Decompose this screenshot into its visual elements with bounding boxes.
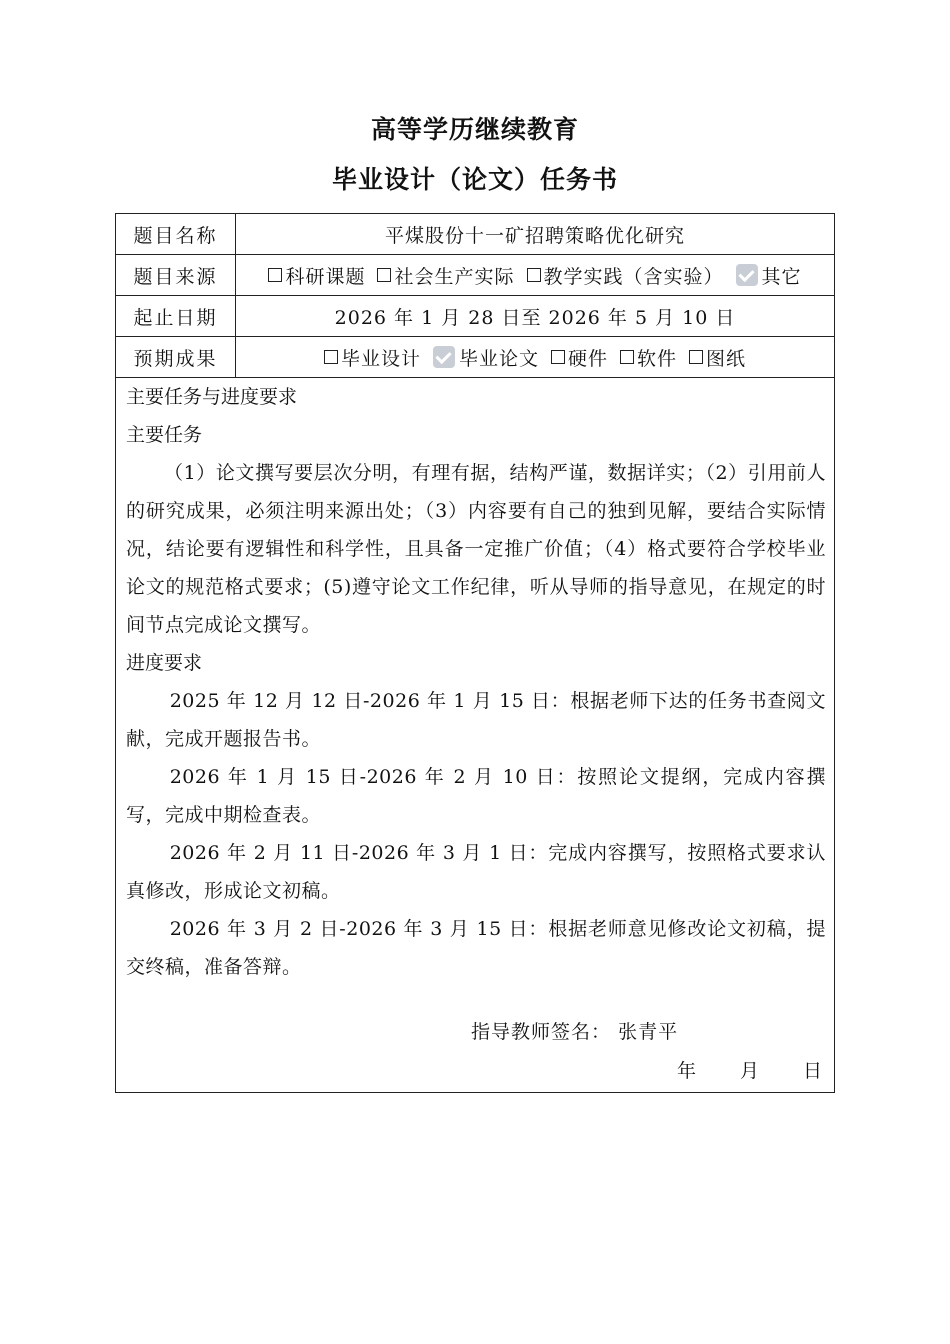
task-body: [126, 378, 826, 986]
topic-row: [116, 214, 834, 255]
source-option-production[interactable]: 社会生产实际: [377, 262, 514, 289]
date-month-label: 月: [739, 1060, 759, 1082]
signature-line: [471, 1017, 678, 1044]
outcome-option-thesis[interactable]: 毕业论文: [433, 344, 539, 371]
progress-heading: 进度要求: [126, 652, 203, 674]
source-row: [116, 255, 834, 296]
topic-label: 题目名称: [116, 214, 236, 254]
task-form: [115, 213, 835, 1093]
checkbox-icon: [268, 268, 282, 282]
checkbox-icon: [551, 350, 565, 364]
outcome-label: 预期成果: [116, 337, 236, 377]
source-label: 题目来源: [116, 255, 236, 295]
outcome-option-software[interactable]: 软件: [620, 344, 677, 371]
signature-date: [677, 1056, 822, 1083]
dates-label: 起止日期: [116, 296, 236, 336]
outcome-option-design[interactable]: 毕业设计: [324, 344, 421, 371]
dates-row: [116, 296, 834, 337]
topic-value: 平煤股份十一矿招聘策略优化研究: [384, 224, 685, 247]
checkbox-icon: [689, 350, 703, 364]
source-option-teaching[interactable]: 教学实践（含实验）: [527, 262, 724, 289]
progress-item: 2025 年 12 月 12 日-2026 年 1 月 15 日：根据老师下达的任务书查阅文献，完成开题报告书。: [126, 690, 826, 750]
tasks-text: （1）论文撰写要层次分明，有理有据，结构严谨，数据详实；（2）引用前人的研究成果，必须注明来源出处；（3）内容要有自己的独到见解，要结合实际情况，结论要有逻辑性和科学性，且具备一定推广价值；（4）格式要符合学校毕业论文的规范格式要求；(5)遵守论文工作纪律，听从导师的指导意见，在规定的时间节点完成论文撰写。: [126, 462, 826, 636]
checkbox-icon: [620, 350, 634, 364]
checked-box-icon: [736, 264, 758, 286]
progress-item: 2026 年 2 月 11 日-2026 年 3 月 1 日：完成内容撰写，按照格式要求认真修改，形成论文初稿。: [126, 842, 826, 902]
source-options: [236, 255, 834, 295]
outcome-option-hardware[interactable]: 硬件: [551, 344, 608, 371]
document-title: 高等学历继续教育: [370, 115, 579, 144]
document-subtitle: 毕业设计（论文）任务书: [331, 165, 618, 194]
signature-name: 张青平: [618, 1021, 679, 1043]
progress-item: 2026 年 3 月 2 日-2026 年 3 月 15 日：根据老师意见修改论文初稿，提交终稿，准备答辩。: [126, 918, 826, 978]
progress-item: 2026 年 1 月 15 日-2026 年 2 月 10 日：按照论文提纲，完成内容撰写，完成中期检查表。: [126, 766, 826, 826]
outcome-row: [116, 337, 834, 378]
checkbox-icon: [377, 268, 391, 282]
signature-label: 指导教师签名：: [471, 1021, 612, 1043]
checked-box-icon: [433, 346, 455, 368]
date-year-label: 年: [676, 1060, 696, 1082]
date-day-label: 日: [802, 1060, 822, 1082]
source-option-other[interactable]: 其它: [736, 262, 802, 289]
outcome-options: [236, 337, 834, 377]
section-heading: 主要任务与进度要求: [126, 386, 298, 408]
dates-value: 2026 年 1 月 28 日至 2026 年 5 月 10 日: [334, 306, 736, 329]
checkbox-icon: [527, 268, 541, 282]
outcome-option-drawings[interactable]: 图纸: [689, 344, 746, 371]
checkbox-icon: [324, 350, 338, 364]
tasks-heading: 主要任务: [126, 424, 203, 446]
source-option-research[interactable]: 科研课题: [268, 262, 365, 289]
